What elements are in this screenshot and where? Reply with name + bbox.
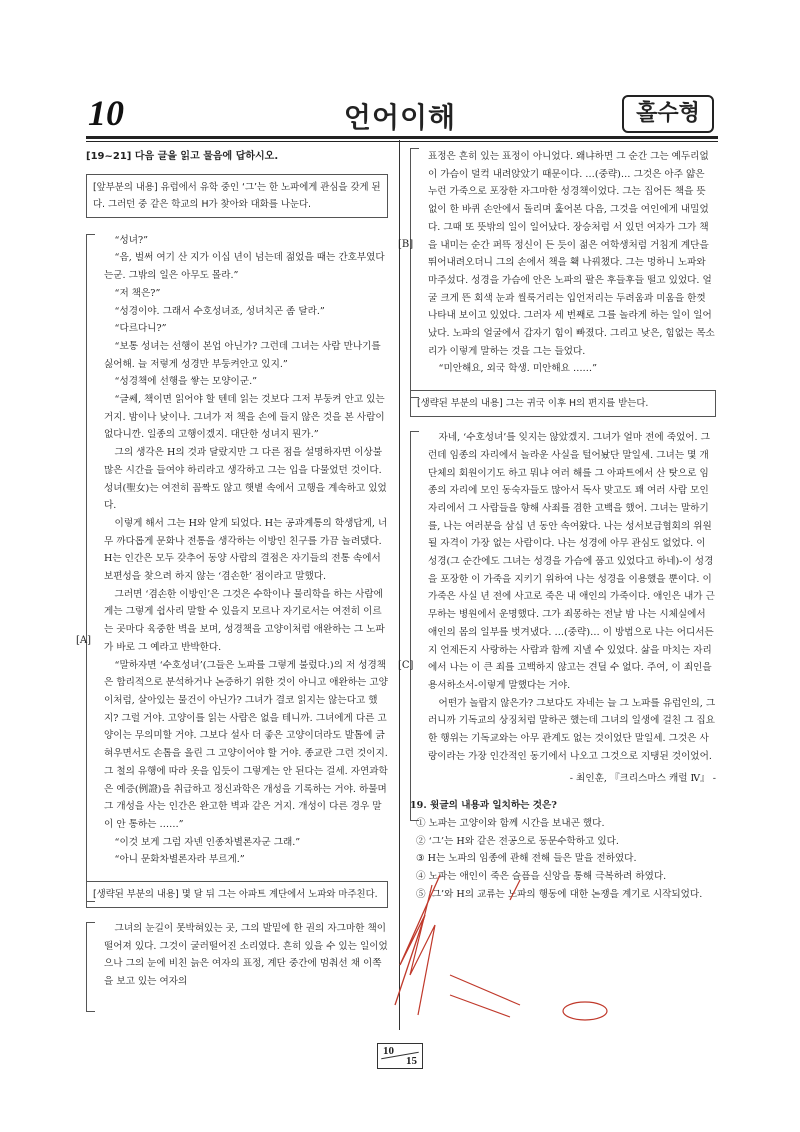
answer-option-5[interactable]: ⑤ ‘그’와 H의 교류는 노파의 행동에 대한 논쟁을 계기로 시작되었다.: [416, 888, 703, 900]
dialogue-line: “저 책은?”: [114, 287, 161, 299]
paragraph: 그의 생각은 H의 것과 달랐지만 그 다른 점을 설명하자면 이상불 많은 시간을 들여야 하리라고 생각하고 그는 입을 다물었던 것이다. 성녀(聖女)는 여전히 꼼짝도 않고 햇볕 속에서 고행을 계속하고 있었다.: [104, 447, 387, 512]
bracket-C: [410, 431, 411, 821]
bracket-A: [86, 234, 87, 902]
label-A: [A]: [76, 634, 92, 646]
paragraph: 이렇게 해서 그는 H와 알게 되었다. H는 공과계통의 학생답게, 너무 까다롭게 문화나 전통을 생각하는 이방인 친구를 가끔 놀려댔다. H는 인간은 모두 갖추어 동양 사람의 결점은 자기들의 전통 속에서 보편성을 찾으려 하지 않는 ‘겸손한’ 점이라고 말했다.: [104, 517, 388, 583]
page-current: 10: [383, 1045, 394, 1057]
page-section-number: 10: [88, 93, 124, 133]
question-number: 19.: [410, 800, 427, 812]
dialogue-line: “보통 성녀는 선행이 본업 아닌가? 그런데 그녀는 사람 만나기를 싫어해. 늘 저렇게 성경만 부둥켜안고 있지.”: [104, 340, 381, 370]
dialogue-line: “아니 문화차별론자라 부르게.”: [114, 854, 245, 866]
summary-box-front: [앞부분의 내용] 유럽에서 유학 중인 ‘그’는 한 노파에게 관심을 갖게 된다. 그러던 중 같은 학교의 H가 찾아와 대화를 나눈다.: [86, 174, 388, 218]
paragraph: 표정은 흔히 있는 표정이 아니었다. 왜냐하면 그 순간 그는 예두리없이 가슴이 덜컥 내려앉았기 때문이다. …(중략)… 그것은 아주 얇은 누런 가죽으로 포장한 자그마한 성경책이었다. 그는 집어든 책을 뜻 없이 한 바퀴 손안에서 돌리며 훑어본 다음, 그것을 여인에게 내밀었다. 그때 또 뜻밖의 일이 일어났다. 장승처럼 서 있던 여자가 그가 책을 내미는 순간 퍼뜩 정신이 든 듯이 젊은 여학생처럼 거침게 계단을 뛰어내려오더니 그의 손에서 책을 홱 나꿔챘다. 그는 멍하니 노파와 마주섰다. 성경을 가슴에 안은 노파의 팔은 후들후들 떨고 있었다. 얼굴 크게 뜬 회색 눈과 씰룩거리는 입언저리는 두려움과 미움을 한껏 나타내 보이고 있었다. 그러자 세 번째로 그를 놀라게 하는 일이 일어났다. 노파의 얼굴에서 갑자기 힘이 빠졌다. 그리고 낮은, 힘없는 목소리가 이렇게 말하는 것을 그는 들었다.: [428, 151, 715, 357]
dialogue-line: “성녀?”: [114, 234, 149, 246]
dialogue-line: “성경책에 선행을 쌓는 모양이군.”: [114, 376, 258, 388]
column-divider: [399, 140, 400, 1030]
exam-type-badge: 홀수형: [622, 95, 714, 133]
page-number: [377, 1043, 423, 1069]
answer-option-4[interactable]: ④ 노파는 애인이 죽은 슬픔을 신앙을 통해 극복하려 하였다.: [416, 871, 667, 883]
dialogue-line: “다르다니?”: [114, 323, 167, 335]
dialogue-line: “음, 벌써 여기 산 지가 이십 년이 넘는데 젊었을 때는 간호부였다는군. 그밖의 일은 아무도 몰라.”: [104, 252, 385, 282]
label-B: [B]: [398, 239, 414, 250]
passage-B-start: [86, 920, 388, 991]
bracket-B-start: [86, 922, 87, 1012]
summary-box-after: [생략된 부분의 내용] 그는 귀국 이후 H의 편지를 받는다.: [410, 390, 716, 417]
pen-stroke: [410, 885, 435, 1015]
answer-option-3[interactable]: ③ H는 노파의 임종에 관해 전해 들은 말을 전하였다.: [416, 853, 637, 865]
answer-option-1[interactable]: ① 노파는 고양이와 함께 시간을 보내곤 했다.: [416, 817, 605, 829]
paragraph: 그러면 ‘겸손한 이방인’은 그것은 수학이나 물리학을 하는 사람에게는 그렇게 쉽사리 말할 수 있을지 모르나 자기로서는 여전히 이르는 곳마다 육중한 벽을 보며, 성경책을 고양이처럼 애완하는 그 노파가 바로 그 예라고 반박한다.: [104, 588, 385, 653]
letter-paragraph: 자네, ‘수호성녀’를 잊지는 않았겠지. 그녀가 얼마 전에 죽었어. 그런데 임종의 자리에서 놀라운 사실을 털어놨단 말일세. 그녀는 몇 개 단체의 회원이기도 하고 뭐냐 여러 해를 그 아파트에서 산 탓으로 임종의 자리에 모인 동숙자들도 많아서 독사 맞고도 꽤 여러 사람 모인 자리에서 그 사람들을 향해 사죄를 겸한 고백을 했어. 그녀는 말하기를, 나는 여러분을 삼십 년 동안 속여왔다. 나는 성서보급협회의 위원될 자격이 가장 없는 사람이다. 나는 성경에 아무 관심도 없었다. 이 성경(그 순간에도 그녀는 성경을 가슴에 품고 있었다고 하네)-이 성경을 포장한 이 가죽을 지키기 위하여 나는 성경을 이용했을 뿐이다. 이 가죽은 사실 년 전에 사고로 죽은 내 애인의 가죽이다. 애인은 내가 근무하는 병원에서 운명했다. 그가 죄몽하는 전날 밤 나는 시체실에서 애인의 몸의 일부를 벗겨냈다. …(중략)… 이 방법으로 나는 어디서든지 언제든지 사랑하는 사람과 함께 지낼 수 있었다. 삶을 마치는 자리에서 나는 이 큰 죄를 고백하지 않고는 견딜 수 없다. 주여, 이 죄인을 용서하소서-이렇게 말했다는 거야.: [428, 432, 715, 691]
pen-stroke: [450, 975, 520, 1005]
pen-stroke: [450, 995, 510, 1017]
dialogue-line: “이것 보게 그럼 자넨 인종차별론자군 그래.”: [114, 836, 301, 848]
page-total: 15: [406, 1055, 417, 1067]
right-column: [398, 148, 716, 903]
dialogue-line: “미안해요, 외국 학생. 미안해요 ……”: [438, 363, 598, 375]
summary-box-mid: [생략된 부분의 내용] 몇 달 뒤 그는 아파트 계단에서 노파와 마주친다.: [86, 881, 388, 908]
passage-A: [76, 232, 388, 869]
source-citation: - 최인훈, 『크리스마스 캐럴 Ⅳ』 -: [569, 772, 716, 784]
dialogue-line: “글쎄, 책이면 읽어야 할 텐데 읽는 것보다 그저 부둥켜 안고 있는 거지. 밤이나 낮이나. 그녀가 저 책을 손에 들지 않은 것을 본 사람이 없다니깐. 일종의 고행이겠지. 대단한 성녀지 뭔가.”: [104, 394, 385, 441]
header-rule-thin: [86, 141, 718, 142]
dialogue-line: “말하자면 ‘수호성녀’(그들은 노파를 그렇게 불렀다.)의 저 성경책은 합리적으로 분석하거나 논증하기 위한 것이 아니고 애완하는 고양이처럼, 살아있는 물건이 아닌가? 그녀가 결코 읽지는 않는다고 했지? 그럴 거야. 고양이를 읽는 사람은 없을 테니까. 그녀에게 다른 고양이는 무의미할 거야. 그보다 설사 더 좋은 고양이더라도 발톱에 긁혀우면서도 손톱을 올린 그 고양이어야 할 거야. 종교란 그런 것이지. 그 철의 유행에 따라 옷을 입듯이 그렇게는 안 된다는 걸세. 자연과학은 예증(例證)을 취급하고 정신과학은 개성을 기록하는 거야. 하물며 그 개성을 사는 인간은 완고한 벽과 같은 거지. 개성이 다른 경우 말이 안 통하는 ……”: [104, 659, 388, 830]
question-text: 윗글의 내용과 일치하는 것은?: [430, 800, 557, 812]
dialogue-line: “성경이야. 그래서 수호성녀죠, 성녀치곤 좀 달라.”: [114, 305, 325, 317]
question-set-heading: [19~21] 다음 글을 읽고 물음에 답하시오.: [86, 151, 279, 162]
paragraph: 그녀의 눈길이 못박혀있는 곳, 그의 발밑에 한 권의 자그마한 책이 떨어져 있다. 그것이 굴러떨어진 소리였다. 흔히 있을 수 있는 일이었으나 그의 눈에 비친 늙은 여자의 표정, 계단 중간에 멈춰선 채 이쪽을 보고 있는 여자의: [104, 923, 388, 988]
pen-circle: [563, 1002, 607, 1020]
answer-option-2[interactable]: ② ‘그’는 H와 같은 전공으로 동문수학하고 있다.: [416, 835, 619, 847]
bracket-B: [410, 148, 411, 398]
page-title: 언어이해: [343, 101, 457, 134]
left-column: [76, 148, 388, 991]
passage-C: [398, 429, 716, 765]
question-19: [410, 797, 716, 903]
header-rule: [86, 136, 718, 139]
passage-B: [398, 148, 716, 378]
letter-paragraph: 어떤가 놀랍지 않은가? 그보다도 자네는 늘 그 노파를 유럽인의, 그러니까 기독교의 상징처럼 말하곤 했는데 그녀의 일생에 걸친 그 집요한 행위는 기독교와는 아무 관계도 없는 것이었단 말일세. 그것은 사랑이라는 가장 인간적인 동기에서 나오고 그것으로 지탱된 것이었어.: [428, 697, 716, 762]
label-C: [C]: [398, 660, 414, 672]
question-stem: [410, 797, 716, 815]
